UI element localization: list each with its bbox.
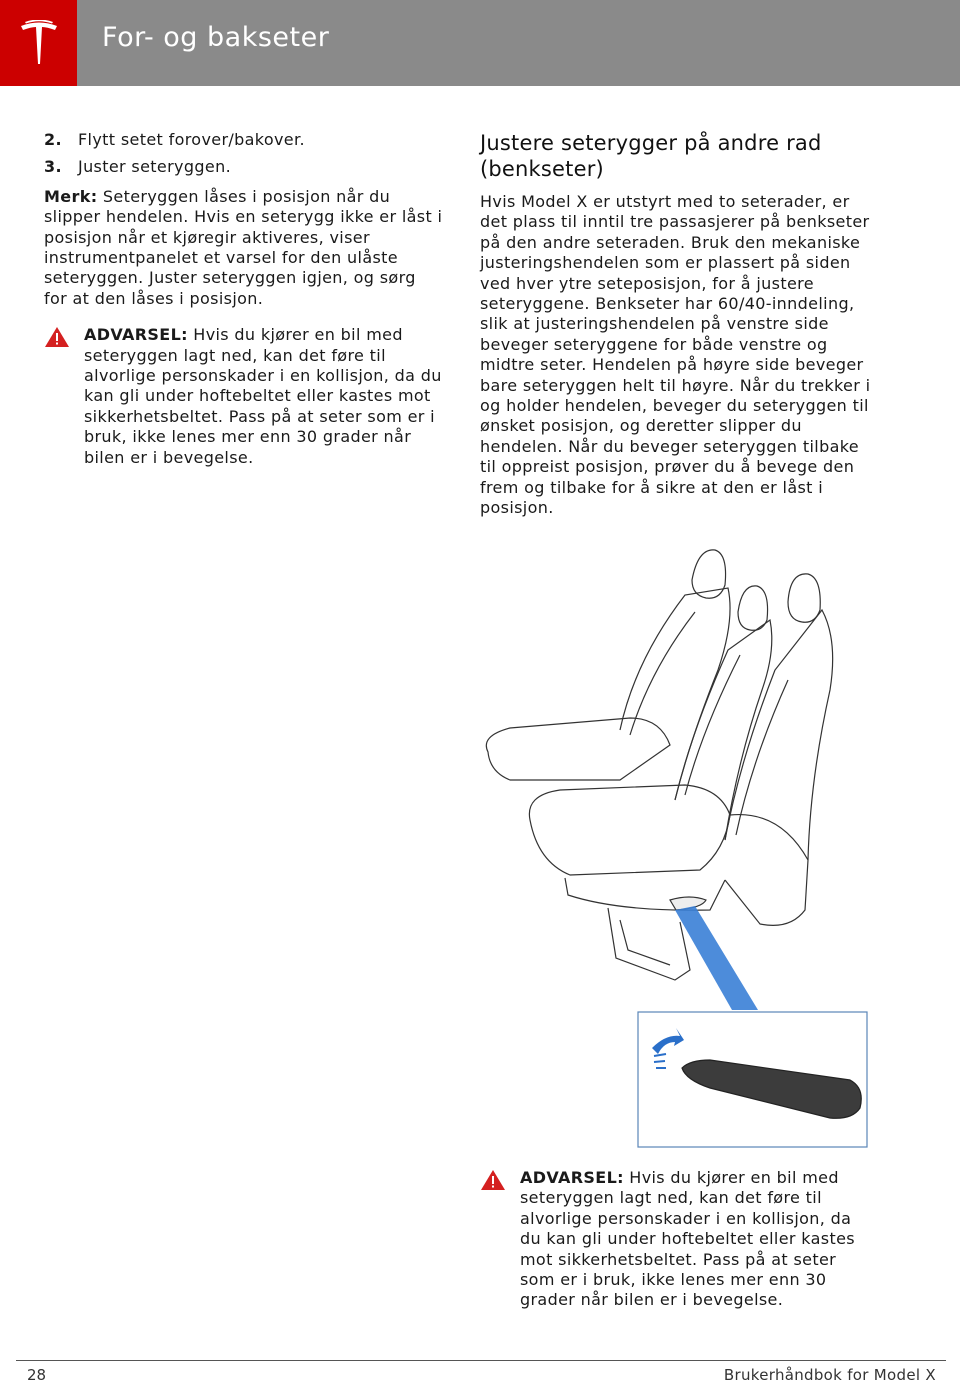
warning-body: Hvis du kjører en bil med seteryggen lagt ned, kan det føre til alvorlige personskader i en kollisjon, da du kan gli under hoftebeltet eller kastes mot sikkerhetsbeltet. Pass på at seter som er i bruk, ikke lenes mer enn 30 grader når bilen er i bevegelse.	[84, 325, 442, 467]
warning-label: ADVARSEL:	[84, 325, 188, 345]
note-paragraph	[44, 187, 444, 309]
step-item	[44, 157, 444, 177]
warning-triangle-icon	[480, 1168, 520, 1311]
warning-triangle-icon	[44, 325, 84, 468]
page-number: 28	[27, 1366, 47, 1384]
warning-text	[520, 1168, 875, 1311]
step-text: Juster seteryggen.	[78, 157, 232, 177]
note-label: Merk:	[44, 186, 98, 206]
tesla-logo-icon	[19, 20, 59, 66]
footer-title: Brukerhåndbok for Model X	[723, 1366, 936, 1384]
step-number: 3.	[44, 157, 62, 177]
warning-body: Hvis du kjører en bil med seteryggen lagt ned, kan det føre til alvorlige personskader i en kollisjon, da du kan gli under hoftebeltet eller kastes mot sikkerhetsbeltet. Pass på at seter som er i bruk, ikke lenes mer enn 30 grader når bilen er i bevegelse.	[520, 1168, 855, 1310]
warning-block	[44, 325, 444, 468]
section-heading: Justere seterygger på andre rad (benkseter)	[480, 131, 822, 181]
right-column	[480, 130, 875, 519]
bench-seat-illustration	[470, 540, 870, 1150]
step-text: Flytt setet forover/bakover.	[78, 130, 305, 149]
note-text: Seteryggen låses i posisjon når du slipper hendelen. Hvis en seterygg ikke er låst i posisjon når et kjøregir aktiveres, viser instrumentpanelet et varsel for den ulåste seteryggen. Juster seteryggen igjen, og sørg for at den låses i posisjon.	[44, 186, 443, 308]
page-header	[0, 0, 960, 86]
warning-label: ADVARSEL:	[520, 1168, 624, 1187]
footer-divider	[16, 1360, 946, 1361]
warning-text	[84, 325, 444, 468]
section-body: Hvis Model X er utstyrt med to seterader, er det plass til inntil tre passasjerer på benkseter på den andre seteraden. Bruk den mekaniske justeringshendelen som er plassert på siden ved hver ytre seteposisjon, for å justere seteryggene. Benkseter har 60/40-inndeling, slik at justeringshendelen på venstre side beveger seteryggene for både venstre og midtre seter. Hendelen på høyre side beveger bare seteryggen helt til høyre. Når du trekker i og holder hendelen, beveger du seteryggen til ønsket posisjon, og deretter slipper du hendelen. Når du beveger seteryggen tilbake til oppreist posisjon, prøver du å bevege den frem og tilbake for å sikre at den er låst i posisjon.	[480, 192, 871, 518]
tesla-logo	[0, 0, 77, 86]
warning-block-2	[480, 1168, 875, 1311]
page-title: For- og bakseter	[102, 22, 330, 53]
left-column	[44, 130, 444, 468]
step-item	[44, 130, 444, 150]
step-number: 2.	[44, 130, 62, 149]
